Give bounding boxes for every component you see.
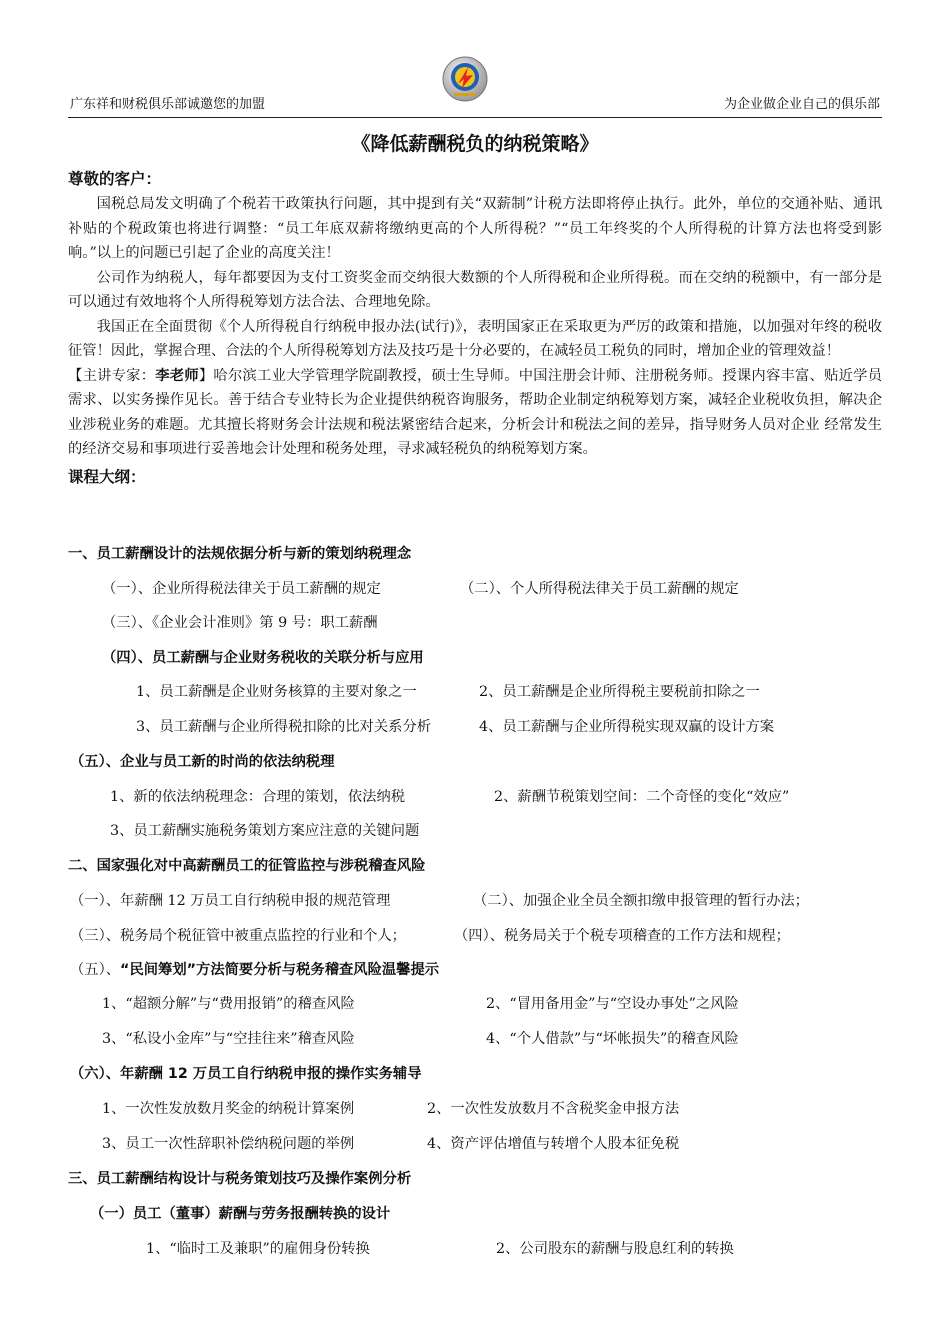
outline-item: 1、“超额分解”与“费用报销”的稽查风险 bbox=[102, 996, 355, 1012]
expert-paragraph bbox=[68, 364, 882, 462]
outline-section-2: 二、国家强化对中高薪酬员工的征管监控与涉税稽查风险 bbox=[68, 858, 426, 874]
outline-item-col2: 4、资产评估增值与转增个人股本征免税 bbox=[427, 1136, 680, 1152]
outline-item: （三）、《企业会计准则》第 9 号：职工薪酬 bbox=[102, 615, 378, 631]
outline-section-1: 一、员工薪酬设计的法规依据分析与新的策划纳税理念 bbox=[68, 546, 412, 562]
header-left-text: 广东祥和财税俱乐部诚邀您的加盟 bbox=[70, 97, 266, 112]
intro-paragraph-3: 我国正在全面贯彻《个人所得税自行纳税申报办法(试行)》，表明国家正在采取更为严厉的政策和措施，以加强对年终的税收征管！因此，掌握合理、合法的个人所得税筹划方法及技巧是十分必要的，在减轻员工税负的同时，增加企业的管理效益！ bbox=[68, 318, 882, 359]
outline-item-col2: （二）、加强企业全员全额扣缴申报管理的暂行办法； bbox=[473, 893, 809, 909]
outline-item-col2: 2、一次性发放数月不含税奖金申报方法 bbox=[427, 1101, 680, 1117]
outline-subsection: （四）、员工薪酬与企业财务税收的关联分析与应用 bbox=[102, 650, 424, 666]
expert-suffix: 】 bbox=[198, 367, 214, 384]
expert-name: 李老师 bbox=[155, 367, 199, 384]
outline-item: （一）、企业所得税法律关于员工薪酬的规定 bbox=[102, 581, 381, 597]
outline-heading: 课程大纲： bbox=[68, 467, 146, 486]
expert-prefix: 【主讲专家： bbox=[68, 367, 156, 384]
outline-item: 3、“私设小金库”与“空挂往来”稽查风险 bbox=[102, 1031, 355, 1047]
outline-item-col2: 2、公司股东的薪酬与股息红利的转换 bbox=[496, 1241, 734, 1257]
outline-line bbox=[136, 682, 760, 702]
header-divider bbox=[68, 117, 882, 118]
outline-item-col2: 2、薪酬节税策划空间：二个奇怪的变化“效应” bbox=[494, 789, 790, 805]
outline-item: 1、新的依法纳税理念：合理的策划，依法纳税 bbox=[110, 789, 406, 805]
expert-bio: 哈尔滨工业大学管理学院副教授，硕士生导师。中国注册会计师、注册税务师。授课内容丰富、贴近学员需求、以实务操作见长。善于结合专业特长为企业提供纳税咨询服务，帮助企业制定纳税筹划方案，减轻企业税收负担，解决企业涉税业务的难题。尤其擅长将财务会计法规和税法紧密结合起来，分析会计和税法之间的差异，指导财务人员对企业 经常发生的经济交易和事项进行妥善地会计处理和税务处理，寻求减轻税负的纳税筹划方案。 bbox=[68, 367, 883, 457]
outline-subsection: （五）、企业与员工新的时尚的依法纳税理 bbox=[70, 754, 335, 770]
page-title: 《降低薪酬税负的纳税策略》 bbox=[351, 133, 599, 155]
header-right-text: 为企业做企业自己的俱乐部 bbox=[723, 97, 880, 112]
outline-item: 3、员工薪酬与企业所得税扣除的比对关系分析 bbox=[136, 719, 432, 735]
outline-line bbox=[102, 1029, 739, 1049]
outline-item: 1、一次性发放数月奖金的纳税计算案例 bbox=[102, 1101, 355, 1117]
outline-line bbox=[110, 787, 790, 807]
outline-section-3: 三、员工薪酬结构设计与税务策划技巧及操作案例分析 bbox=[68, 1171, 412, 1187]
outline-item: （一）、年薪酬 12 万员工自行纳税申报的规范管理 bbox=[70, 893, 391, 909]
outline-item-col2: 4、“个人借款”与“坏帐损失”的稽查风险 bbox=[486, 1031, 739, 1047]
outline-item-bold: “民间筹划”方法简要分析与税务稽查风险温馨提示 bbox=[120, 962, 440, 978]
outline-line bbox=[102, 1099, 680, 1119]
outline-line bbox=[70, 891, 809, 911]
outline-line bbox=[102, 994, 739, 1014]
outline-item-col2: 2、员工薪酬是企业所得税主要税前扣除之一 bbox=[479, 684, 760, 700]
outline-line bbox=[146, 1239, 734, 1259]
document-body bbox=[68, 166, 882, 490]
outline-line bbox=[136, 717, 775, 737]
outline-item: 3、员工薪酬实施税务策划方案应注意的关键问题 bbox=[110, 823, 420, 839]
outline-item: 1、员工薪酬是企业财务核算的主要对象之一 bbox=[136, 684, 417, 700]
outline-item-col2: 4、员工薪酬与企业所得税实现双赢的设计方案 bbox=[479, 719, 775, 735]
outline-item-col2: （二）、个人所得税法律关于员工薪酬的规定 bbox=[460, 581, 739, 597]
outline-line bbox=[102, 1134, 680, 1154]
club-logo-icon bbox=[442, 56, 488, 102]
outline-line bbox=[102, 579, 739, 599]
outline-line bbox=[70, 960, 439, 980]
salutation: 尊敬的客户： bbox=[68, 170, 162, 188]
outline-item: 3、员工一次性辞职补偿纳税问题的举例 bbox=[102, 1136, 355, 1152]
outline-item-col2: （四）、税务局关于个税专项稽查的工作方法和规程； bbox=[454, 928, 790, 944]
outline-subsection: （一）员工（董事）薪酬与劳务报酬转换的设计 bbox=[90, 1206, 391, 1222]
outline-item-col2: 2、“冒用备用金”与“空设办事处”之风险 bbox=[486, 996, 739, 1012]
intro-paragraph-2: 公司作为纳税人，每年都要因为支付工资奖金而交纳很大数额的个人所得税和企业所得税。而在交纳的税额中，有一部分是可以通过有效地将个人所得税筹划方法合法、合理地免除。 bbox=[68, 269, 882, 310]
outline-item: （三）、税务局个税征管中被重点监控的行业和个人； bbox=[70, 928, 406, 944]
outline-subsection: （六）、年薪酬 12 万员工自行纳税申报的操作实务辅导 bbox=[70, 1066, 422, 1082]
intro-paragraph-1: 国税总局发文明确了个税若干政策执行问题，其中提到有关“双薪制”计税方法即将停止执行。此外，单位的交通补贴、通讯补贴的个税政策也将进行调整：“员工年底双薪将缴纳更高的个人所得税？”“员工年终奖的个人所得税的计算方法也将受到影响。”以上的问题已引起了企业的高度关注！ bbox=[68, 196, 882, 261]
outline-line bbox=[70, 926, 790, 946]
outline-item: 1、“临时工及兼职”的雇佣身份转换 bbox=[146, 1241, 370, 1257]
outline-item: （五）、 bbox=[70, 962, 121, 978]
